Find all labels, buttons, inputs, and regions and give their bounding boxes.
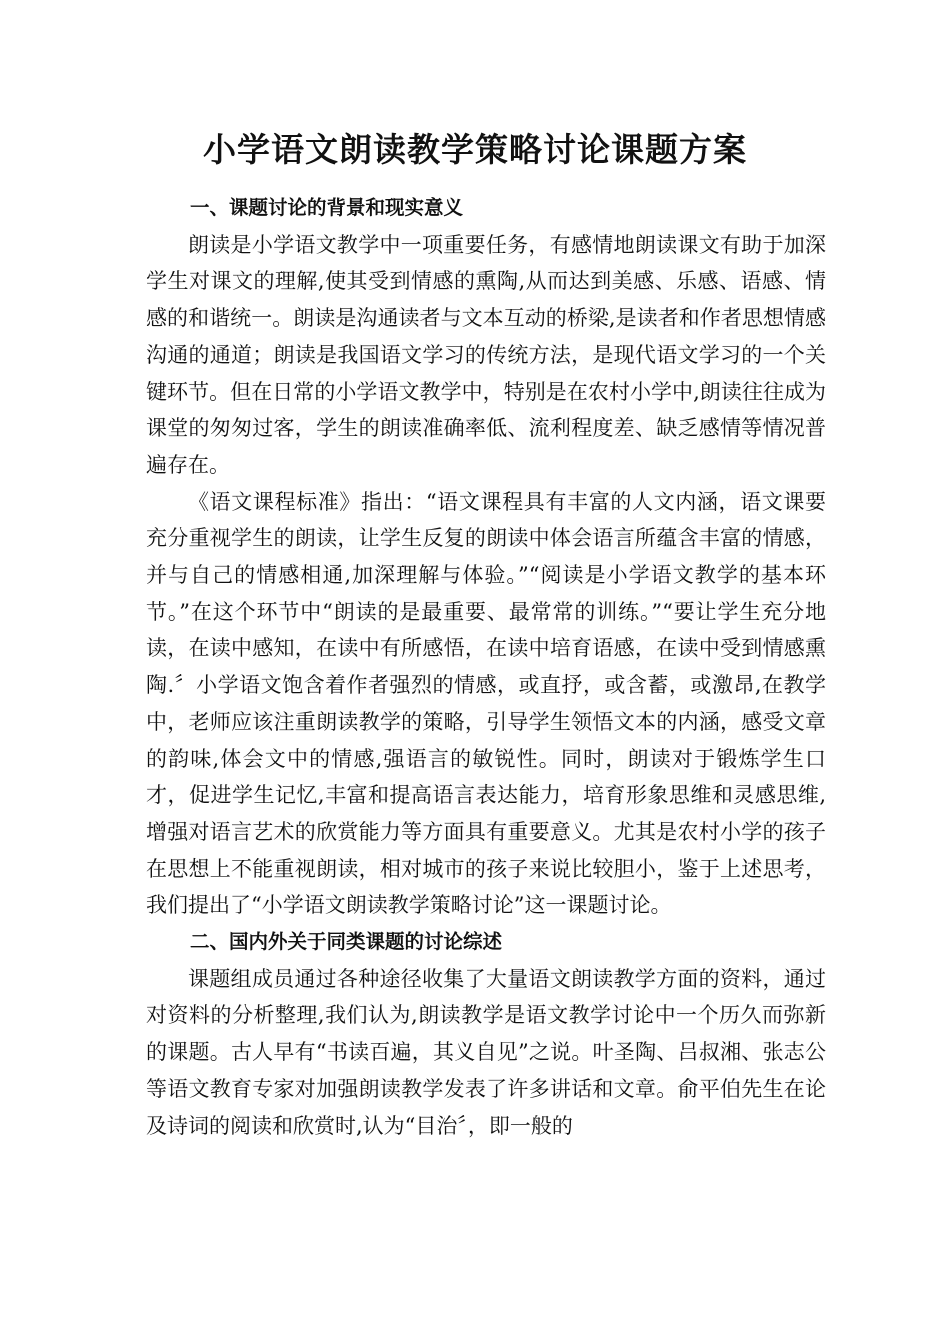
paragraph-2: 《语文课程标准》指出：“语文课程具有丰富的人文内涵，语文课要充分重视学生的朗读，让学生反复的朗读中体会语言所蕴含丰富的情感，并与自己的情感相通,加深理解与体验。”“阅读是小学语文教学的基本环节。”在这个环节中“朗读的是最重要、最常常的训练。”“要让学生充分地读，在读中感知，在读中有所感悟，在读中培育语感，在读中受到情感熏陶.〞小学语文饱含着作者强烈的情感，或直抒，或含蓄，或激昂,在教学中，老师应该注重朗读教学的策略，引导学生领悟文本的内涵，感受文章的韵味,体会文中的情感,强语言的敏锐性。同时，朗读对于锻炼学生口才，促进学生记忆,丰富和提高语言表达能力，培育形象思维和灵感思维,增强对语言艺术的欣赏能力等方面具有重要意义。尤其是农村小学的孩子在思想上不能重视朗读，相对城市的孩子来说比较胆小，鉴于上述思考，我们提出了“小学语文朗读教学策略讨论”这一课题讨论。 xyxy=(146,489,826,918)
paragraph-3: 课题组成员通过各种途径收集了大量语文朗读教学方面的资料，通过对资料的分析整理,我们认为,朗读教学是语文教学讨论中一个历久而弥新的课题。古人早有“书读百遍，其义自见”之说。叶圣陶、吕叔湘、张志公等语文教育专家对加强朗读教学发表了许多讲话和文章。俞平伯先生在论及诗词的阅读和欣赏时,认为“目治〞，即一般的 xyxy=(146,966,826,1138)
section-heading-2: 二、国内外关于同类课题的讨论综述 xyxy=(190,930,503,954)
section-heading-1: 一、课题讨论的背景和现实意义 xyxy=(190,196,464,219)
document-title: 小学语文朗读教学策略讨论课题方案 xyxy=(203,130,747,169)
paragraph-1: 朗读是小学语文教学中一项重要任务，有感情地朗读课文有助于加深学生对课文的理解,使其受到情感的熏陶,从而达到美感、乐感、语感、情感的和谐统一。朗读是沟通读者与文本互动的桥梁,是读者和作者思想情感沟通的通道；朗读是我国语文学习的传统方法，是现代语文学习的一个关键环节。但在日常的小学语文教学中，特别是在农村小学中,朗读往往成为课堂的匆匆过客，学生的朗读准确率低、流利程度差、缺乏感情等情况普遍存在。 xyxy=(146,232,826,477)
document-body xyxy=(146,190,826,1144)
